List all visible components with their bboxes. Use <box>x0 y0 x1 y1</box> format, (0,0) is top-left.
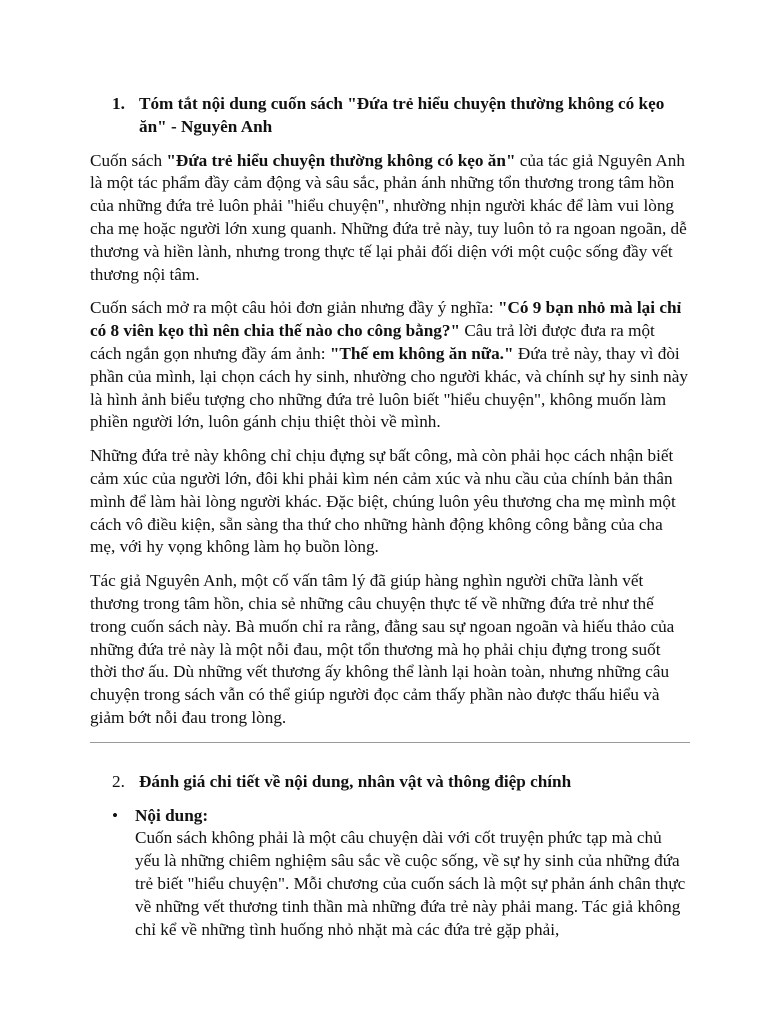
paragraph-2 <box>90 297 690 434</box>
section-1-title: Tóm tắt nội dung cuốn sách "Đứa trẻ hiểu chuyện thường không có kẹo ăn" - Nguyên Anh <box>139 94 665 136</box>
document-body <box>90 93 690 941</box>
book-title-bold: "Đứa trẻ hiểu chuyện thường không có kẹo ăn" <box>166 150 516 170</box>
paragraph-2-text: Đứa trẻ này, thay vì đòi phần của mình, lại chọn cách hy sinh, nhường cho người khác, và chính sự hy sinh này là hình ảnh biểu tượng cho những đứa trẻ luôn biết "hiểu chuyện", không muốn làm phiền người lớn, luôn gánh chịu thiệt thòi về mình. <box>90 343 688 432</box>
bullet-list <box>90 805 690 942</box>
paragraph-2-intro: Cuốn sách mở ra một câu hỏi đơn giản nhưng đầy ý nghĩa: <box>90 298 498 318</box>
answer-quote-bold: "Thế em không ăn nữa." <box>329 343 514 363</box>
section-2-title: Đánh giá chi tiết về nội dung, nhân vật và thông điệp chính <box>139 771 572 791</box>
bullet-body <box>135 805 690 942</box>
section-divider <box>90 742 690 743</box>
section-1-number: 1. <box>112 94 125 113</box>
bullet-label: Nội dung: <box>135 805 209 825</box>
bullet-text: Cuốn sách không phải là một câu chuyện dài với cốt truyện phức tạp mà chủ yếu là những chiêm nghiệm sâu sắc về cuộc sống, về sự hy sinh của những đứa trẻ biết "hiểu chuyện". Mỗi chương của cuốn sách là một sự phản ánh chân thực về những vết thương tinh thần mà những đứa trẻ này phải mang. Tác giả không chỉ kể về những tình huống nhỏ nhặt mà các đứa trẻ gặp phải, <box>135 828 686 939</box>
section-1-heading <box>112 93 690 139</box>
paragraph-1-text: của tác giả Nguyên Anh là một tác phẩm đầy cảm động và sâu sắc, phản ánh những tổn thương trong tâm hồn của những đứa trẻ luôn phải "hiểu chuyện", nhường nhịn người khác để làm vui lòng cha mẹ hoặc người lớn xung quanh. Những đứa trẻ này, tuy luôn tỏ ra ngoan ngoãn, dễ thương và hiền lành, nhưng trong thực tế lại phải đối diện với một cuộc sống đầy vết thương nội tâm. <box>90 150 687 284</box>
paragraph-1 <box>90 150 690 287</box>
bullet-marker: • <box>112 805 119 825</box>
question-quote-bold: "Có 9 bạn nhỏ mà lại chỉ có 8 viên kẹo thì nên chia thế nào cho công bằng?" <box>90 298 682 341</box>
section-2-heading <box>112 771 690 794</box>
paragraph-4: Tác giả Nguyên Anh, một cố vấn tâm lý đã giúp hàng nghìn người chữa lành vết thương trong tâm hồn, chia sẻ những câu chuyện thực tế về những đứa trẻ như thế trong cuốn sách này. Bà muốn chỉ ra rằng, đằng sau sự ngoan ngoãn và hiếu thảo của những đứa trẻ này là một nỗi đau, một tổn thương mà họ phải chịu đựng trong suốt thời thơ ấu. Dù những vết thương ấy không thể lành lại hoàn toàn, nhưng những câu chuyện trong sách vẫn có thể giúp người đọc cảm thấy phần nào được thấu hiểu và giảm bớt nỗi đau trong lòng. <box>90 571 675 727</box>
section-2-number: 2. <box>112 771 125 791</box>
paragraph-1-intro: Cuốn sách <box>90 150 167 170</box>
list-item <box>112 805 690 942</box>
paragraph-2-mid: Câu trả lời được đưa ra một cách ngắn gọn nhưng đầy ám ảnh: <box>90 321 655 363</box>
paragraph-3: Những đứa trẻ này không chỉ chịu đựng sự bất công, mà còn phải học cách nhận biết cảm xúc của người lớn, đôi khi phải kìm nén cảm xúc và nhu cầu của chính bản thân mình để làm hài lòng người khác. Đặc biệt, chúng luôn yêu thương cha mẹ mình một cách vô điều kiện, sẵn sàng tha thứ cho những hành động không công bằng của cha mẹ, với hy vọng không làm họ buồn lòng. <box>90 446 676 557</box>
